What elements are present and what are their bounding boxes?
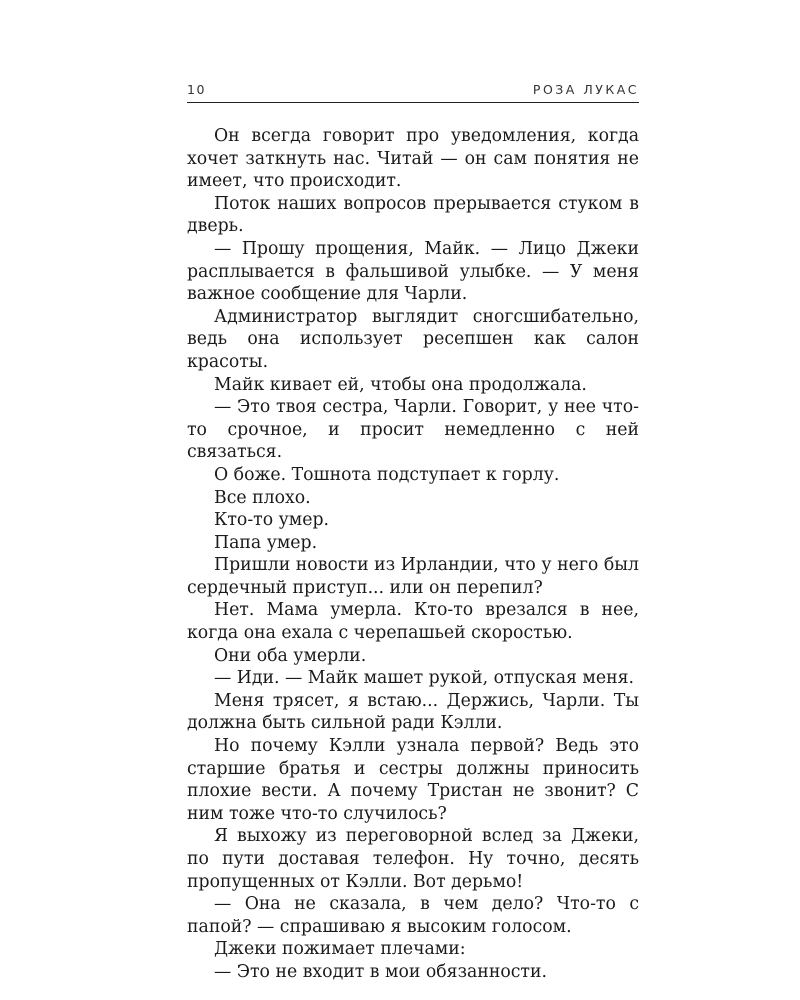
paragraph: Администратор выглядит сногсшибательно, ведь она использует ресепшен как салон красоты.: [187, 306, 639, 372]
page-header: [187, 80, 639, 103]
paragraph: — Это твоя сестра, Чарли. Говорит, у нее что-то срочное, и просит немедленно с ней связаться.: [187, 397, 639, 463]
paragraph: Майк кивает ей, чтобы она продолжала.: [214, 374, 587, 395]
paragraph: — Это не входит в мои обязанности.: [214, 961, 547, 982]
paragraph: — Прошу прощения, Майк. — Лицо Джеки расплывается в фальшивой улыбке. — У меня важное сообщение для Чарли.: [187, 238, 639, 305]
paragraph: О боже. Тошнота подступает к горлу.: [214, 464, 560, 485]
paragraph: Меня трясет, я встаю... Держись, Чарли. Ты должна быть сильной ради Кэлли.: [187, 690, 639, 734]
paragraph: — Она не сказала, в чем дело? Что-то с папой? — спрашиваю я высоким голосом.: [187, 894, 639, 937]
paragraph: Но почему Кэлли узнала первой? Ведь это старшие братья и сестры должны приносить плохие вести. А почему Тристан не звонит? С ним тоже что-то случилось?: [187, 736, 639, 824]
paragraph: Все плохо.: [214, 487, 311, 508]
paragraph: Поток наших вопросов прерывается стуком в дверь.: [187, 193, 639, 237]
paragraph: Я выхожу из переговорной вслед за Джеки, по пути доставая телефон. Ну точно, десять пропущенных от Кэлли. Вот дерьмо!: [187, 826, 639, 892]
paragraph: — Иди. — Майк машет рукой, отпуская меня.: [214, 668, 635, 689]
running-head: РОЗА ЛУКАС: [532, 82, 639, 97]
paragraph: Они оба умерли.: [214, 645, 367, 666]
page-number: 10: [187, 82, 206, 97]
paragraph: Пришли новости из Ирландии, что у него был сердечный приступ... или он перепил?: [187, 555, 639, 598]
paragraph: Джеки пожимает плечами:: [214, 939, 466, 960]
body-text: [187, 125, 639, 984]
paragraph: Кто-то умер.: [214, 510, 330, 531]
paragraph: Он всегда говорит про уведомления, когда хочет заткнуть нас. Читай — он сам понятия не имеет, что происходит.: [187, 126, 639, 192]
paragraph: Нет. Мама умерла. Кто-то врезался в нее, когда она ехала с черепашьей скоростью.: [187, 600, 639, 644]
paragraph: Папа умер.: [214, 532, 318, 553]
